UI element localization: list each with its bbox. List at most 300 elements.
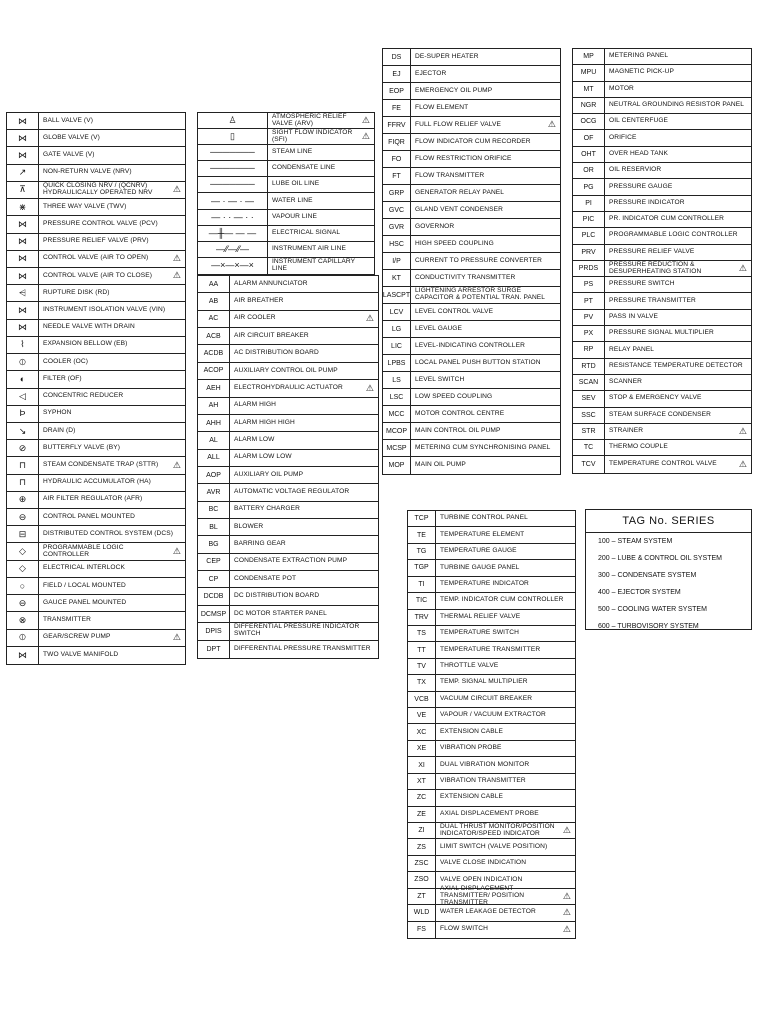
- abbreviation-row: [408, 610, 575, 626]
- abbreviation-row: [573, 130, 751, 146]
- legend-label-text: GEAR/SCREW PUMP: [43, 633, 111, 641]
- abbreviation-description-text: WATER LEAKAGE DETECTOR: [440, 908, 536, 916]
- abbreviation-row: [573, 342, 751, 358]
- abbreviation-description-text: DIFFERENTIAL PRESSURE INDICATOR SWITCH: [234, 623, 360, 638]
- abbreviation-row: [383, 321, 560, 338]
- abbreviation-description: [230, 489, 378, 496]
- abbreviation-description-text: METERING CUM SYNCHRONISING PANEL: [415, 443, 551, 451]
- abbreviation-description: [436, 886, 575, 907]
- abbreviation-row: [198, 519, 378, 536]
- abbreviation-description-text: TEMPERATURE ELEMENT: [440, 530, 525, 538]
- abbreviation-row: [408, 823, 575, 839]
- tag-series-item: 200 – LUBE & CONTROL OIL SYSTEM: [598, 555, 722, 562]
- legend-label-text: LUBE OIL LINE: [272, 180, 320, 188]
- abbreviation-description: [436, 663, 575, 670]
- abbreviation-row: [383, 440, 560, 457]
- abbreviation-row: [383, 219, 560, 236]
- legend-row: [7, 578, 185, 595]
- warning-triangle-icon: ⚠: [172, 184, 181, 195]
- abbreviation-code: PV: [573, 310, 605, 325]
- abbreviation-description: [605, 167, 751, 174]
- abbreviation-description: [411, 207, 560, 214]
- abbreviation-code: AL: [198, 432, 230, 448]
- abbreviation-row: [198, 328, 378, 345]
- abbreviation-row: [408, 774, 575, 790]
- abbreviation-code: CP: [198, 571, 230, 587]
- abbreviation-description-text: FLOW TRANSMITTER: [415, 171, 485, 179]
- legend-label-text: INSTRUMENT CAPILLARY LINE: [272, 257, 355, 272]
- abbreviation-code: FO: [383, 151, 411, 167]
- warning-triangle-icon: ⚠: [172, 459, 181, 470]
- abbreviation-description: [230, 437, 378, 444]
- warning-triangle-icon: ⚠: [172, 253, 181, 264]
- abbreviation-description: [411, 224, 560, 231]
- legend-label-text: EXPANSION BELLOW (EB): [43, 340, 128, 348]
- abbreviation-code: MP: [573, 49, 605, 64]
- abbreviation-row: [573, 228, 751, 244]
- legend-label: [39, 496, 185, 503]
- abbreviation-description: [230, 541, 378, 548]
- abbreviation-code: FS: [408, 922, 436, 938]
- abbreviation-description: [436, 630, 575, 637]
- abbreviation-description: [605, 314, 751, 321]
- legend-row: [198, 129, 374, 145]
- warning-triangle-icon: ⚠: [172, 631, 181, 642]
- abbreviation-table-b: [382, 48, 561, 475]
- legend-row: [198, 145, 374, 161]
- legend-label: [39, 324, 185, 331]
- abbreviation-code: PRDS: [573, 261, 605, 276]
- abbreviation-code: OCG: [573, 114, 605, 129]
- abbreviation-description: [436, 729, 575, 736]
- quick-closing-nrv-icon: ⊼: [7, 182, 39, 198]
- abbreviation-description: [605, 298, 751, 305]
- legend-row: [7, 647, 185, 664]
- abbreviation-code: I/P: [383, 253, 411, 269]
- abbreviation-row: [408, 922, 575, 938]
- abbreviation-description-text: PRESSURE INDICATOR: [609, 198, 685, 206]
- instrument-air-icon: —⁄⁄—⁄⁄—: [198, 242, 268, 257]
- abbreviation-description: [411, 139, 560, 146]
- capillary-line-icon: —×—×—×: [198, 258, 268, 274]
- abbreviation-row: [408, 593, 575, 609]
- abbreviation-description: [436, 581, 575, 588]
- legend-label: [39, 238, 185, 245]
- abbreviation-row: [408, 577, 575, 593]
- abbreviation-description-text: AIR CIRCUIT BREAKER: [234, 331, 309, 339]
- abbreviation-code: TC: [573, 440, 605, 455]
- legend-row: [7, 251, 185, 268]
- abbreviation-row: [198, 432, 378, 449]
- abbreviation-description: [411, 326, 560, 333]
- abbreviation-description: [605, 444, 751, 451]
- abbreviation-description: [436, 762, 575, 769]
- abbreviation-description-text: AUXILIARY OIL PUMP: [234, 470, 304, 478]
- legend-label: [268, 130, 374, 144]
- control-valve-open-icon: ⋈: [7, 251, 39, 267]
- abbreviation-description: [411, 190, 560, 197]
- abbreviation-code: DCMSP: [198, 606, 230, 622]
- legend-row: [198, 193, 374, 209]
- legend-row: [7, 509, 185, 526]
- abbreviation-code: PX: [573, 326, 605, 341]
- abbreviation-description: [230, 646, 378, 653]
- abbreviation-code: PS: [573, 277, 605, 292]
- abbreviation-description-text: CONDUCTIVITY TRANSMITTER: [415, 273, 516, 281]
- legend-label-text: ATMOSPHERIC RELIEF VALVE (ARV): [272, 112, 347, 127]
- concentric-reducer-icon: ◁: [7, 389, 39, 405]
- abbreviation-description-text: PRESSURE TRANSMITTER: [609, 296, 696, 304]
- abbreviation-code: BC: [198, 502, 230, 518]
- abbreviation-description-text: LOCAL PANEL PUSH BUTTON STATION: [415, 358, 541, 366]
- abbreviation-code: TGP: [408, 560, 436, 575]
- relief-valve-icon: ♙: [198, 113, 268, 128]
- abbreviation-row: [573, 147, 751, 163]
- abbreviation-description: [230, 402, 378, 409]
- abbreviation-description: [605, 53, 751, 60]
- legend-label: [268, 246, 374, 253]
- legend-row: [7, 612, 185, 629]
- abbreviation-description-text: CURRENT TO PRESSURE CONVERTER: [415, 256, 542, 264]
- warning-triangle-icon: ⚠: [365, 313, 374, 324]
- abbreviation-description: [230, 368, 378, 375]
- abbreviation-description-text: PR. INDICATOR CUM CONTROLLER: [609, 215, 725, 223]
- legend-label-text: RUPTURE DISK (RD): [43, 288, 110, 296]
- abbreviation-row: [573, 408, 751, 424]
- abbreviation-code: PLC: [573, 228, 605, 243]
- abbreviation-code: FFRV: [383, 117, 411, 133]
- legend-label-text: GATE VALVE (V): [43, 151, 95, 159]
- three-way-valve-icon: ⋇: [7, 199, 39, 215]
- abbreviation-description-text: STEAM SURFACE CONDENSER: [609, 410, 711, 418]
- abbreviation-row: [408, 692, 575, 708]
- pressure-control-valve-icon: ⋈: [7, 216, 39, 232]
- legend-row: [198, 226, 374, 242]
- abbreviation-row: [198, 415, 378, 432]
- symbol-legend-table: [6, 112, 186, 665]
- legend-label-text: DRAIN (D): [43, 426, 76, 434]
- abbreviation-row: [383, 66, 560, 83]
- abbreviation-description: [411, 88, 560, 95]
- abbreviation-description-text: TEMP. INDICATOR CUM CONTROLLER: [440, 596, 564, 604]
- legend-label-text: QUICK CLOSING NRV / (QCNRV) HYDRAULICALLY OPERATED NRV: [43, 182, 153, 196]
- abbreviation-description-text: ALARM HIGH HIGH: [234, 418, 295, 426]
- dcs-icon: ⊟: [7, 526, 39, 542]
- legend-label-text: ELECTRICAL SIGNAL: [272, 228, 341, 236]
- abbreviation-description: [411, 309, 560, 316]
- abbreviation-row: [408, 790, 575, 806]
- abbreviation-description: [230, 576, 378, 583]
- legend-row: [7, 216, 185, 233]
- abbreviation-row: [573, 196, 751, 212]
- legend-label: [39, 428, 185, 435]
- tag-series-item: 300 – CONDENSATE SYSTEM: [598, 572, 697, 579]
- sight-flow-icon: ▯: [198, 129, 268, 144]
- abbreviation-code: VCB: [408, 692, 436, 707]
- abbreviation-description: [411, 105, 560, 112]
- abbreviation-description-text: LEVEL GAUGE: [415, 324, 463, 332]
- abbreviation-row: [408, 527, 575, 543]
- abbreviation-description-text: SCANNER: [609, 378, 642, 386]
- abbreviation-row: [383, 236, 560, 253]
- abbreviation-description-text: ORIFICE: [609, 133, 637, 141]
- abbreviation-code: LIC: [383, 338, 411, 354]
- abbreviation-description-text: STOP & EMERGENCY VALVE: [609, 394, 702, 402]
- abbreviation-description-text: EXTENSION CABLE: [440, 793, 504, 801]
- legend-label: [39, 531, 185, 538]
- abbreviation-row: [198, 276, 378, 293]
- control-panel-icon: ⊖: [7, 509, 39, 525]
- abbreviation-code: GVR: [383, 219, 411, 235]
- condensate-line-icon: ───────: [198, 161, 268, 176]
- abbreviation-code: AB: [198, 293, 230, 309]
- abbreviation-row: [198, 398, 378, 415]
- abbreviation-description-text: TEMPERATURE CONTROL VALVE: [609, 460, 717, 468]
- abbreviation-row: [573, 212, 751, 228]
- legend-row: [7, 561, 185, 578]
- abbreviation-description: [230, 314, 378, 323]
- abbreviation-row: [573, 326, 751, 342]
- abbreviation-row: [383, 338, 560, 355]
- warning-triangle-icon: ⚠: [562, 825, 571, 835]
- abbreviation-row: [573, 440, 751, 456]
- abbreviation-description-text: AUTOMATIC VOLTAGE REGULATOR: [234, 488, 350, 496]
- warning-triangle-icon: ⚠: [361, 114, 370, 125]
- abbreviation-row: [408, 757, 575, 773]
- abbreviation-code: LASCPT: [383, 287, 411, 303]
- legend-row: [7, 234, 185, 251]
- tag-series-table: [585, 509, 752, 630]
- steam-trap-icon: ⊓: [7, 457, 39, 473]
- tag-series-item: 400 – EJECTOR SYSTEM: [598, 589, 681, 596]
- abbreviation-description-text: DUAL VIBRATION MONITOR: [440, 760, 530, 768]
- abbreviation-description-text: ALARM LOW: [234, 435, 275, 443]
- legend-label: [39, 583, 185, 590]
- abbreviation-code: AH: [198, 398, 230, 414]
- abbreviation-description-text: MOTOR CONTROL CENTRE: [415, 409, 505, 417]
- non-return-valve-icon: ↗: [7, 165, 39, 181]
- legend-label: [268, 198, 374, 205]
- abbreviation-row: [383, 100, 560, 117]
- abbreviation-description-text: LIGHTENING ARRESTOR SURGE CAPACITOR & POTENTIAL TRAN. PANEL: [415, 287, 546, 301]
- tag-series-item: 500 – COOLING WATER SYSTEM: [598, 606, 707, 613]
- abbreviation-description-text: THERMO COUPLE: [609, 443, 668, 451]
- globe-valve-icon: ⋈: [7, 130, 39, 146]
- warning-triangle-icon: ⚠: [172, 545, 181, 556]
- abbreviation-description: [411, 360, 560, 367]
- abbreviation-description-text: EJECTOR: [415, 69, 447, 77]
- abbreviation-code: ACDB: [198, 345, 230, 361]
- abbreviation-row: [383, 134, 560, 151]
- abbreviation-description-text: CONDENSATE EXTRACTION PUMP: [234, 557, 348, 565]
- abbreviation-row: [198, 380, 378, 397]
- abbreviation-description: [411, 258, 560, 265]
- legend-label-text: CONCENTRIC REDUCER: [43, 392, 124, 400]
- legend-row: [7, 199, 185, 216]
- abbreviation-code: AOP: [198, 467, 230, 483]
- abbreviation-description: [605, 379, 751, 386]
- legend-label-text: FILTER (OF): [43, 374, 82, 382]
- abbreviation-description: [436, 824, 575, 838]
- abbreviation-row: [408, 885, 575, 906]
- abbreviation-description-text: AUXILIARY CONTROL OIL PUMP: [234, 366, 338, 374]
- abbreviation-code: KT: [383, 270, 411, 286]
- abbreviation-code: ALL: [198, 450, 230, 466]
- abbreviation-description: [230, 611, 378, 618]
- abbreviation-code: HSC: [383, 236, 411, 252]
- warning-triangle-icon: ⚠: [361, 130, 370, 141]
- abbreviation-code: AEH: [198, 380, 230, 396]
- abbreviation-description: [436, 712, 575, 719]
- abbreviation-description-text: PROGRAMMABLE LOGIC CONTROLLER: [609, 231, 738, 239]
- abbreviation-description: [436, 844, 575, 851]
- abbreviation-code: TT: [408, 642, 436, 657]
- abbreviation-description: [436, 811, 575, 818]
- abbreviation-code: LS: [383, 372, 411, 388]
- abbreviation-row: [573, 424, 751, 440]
- abbreviation-description-text: TEMPERATURE GAUGE: [440, 547, 517, 555]
- abbreviation-description: [605, 412, 751, 419]
- drain-icon: ↘: [7, 423, 39, 439]
- abbreviation-code: TX: [408, 675, 436, 690]
- gear-pump-icon: ⦶: [7, 630, 39, 646]
- abbreviation-table-a: [197, 275, 379, 659]
- abbreviation-code: PIC: [573, 212, 605, 227]
- legend-row: [198, 258, 374, 274]
- legend-label: [268, 165, 374, 172]
- abbreviation-code: PRV: [573, 245, 605, 260]
- abbreviation-code: PT: [573, 293, 605, 308]
- legend-label: [39, 135, 185, 142]
- warning-triangle-icon: ⚠: [365, 382, 374, 393]
- abbreviation-code: DPT: [198, 641, 230, 658]
- abbreviation-row: [408, 741, 575, 757]
- abbreviation-code: SCAN: [573, 375, 605, 390]
- abbreviation-code: FE: [383, 100, 411, 116]
- abbreviation-description: [411, 428, 560, 435]
- abbreviation-code: TCV: [573, 456, 605, 472]
- abbreviation-description: [605, 249, 751, 256]
- abbreviation-description-text: BATTERY CHARGER: [234, 505, 300, 513]
- abbreviation-code: EJ: [383, 66, 411, 82]
- abbreviation-code: BL: [198, 519, 230, 535]
- abbreviation-row: [198, 536, 378, 553]
- abbreviation-code: XI: [408, 757, 436, 772]
- legend-row: [7, 302, 185, 319]
- legend-label-text: NEEDLE VALVE WITH DRAIN: [43, 323, 135, 331]
- legend-label-text: STEAM CONDENSATE TRAP (STTR): [43, 461, 159, 469]
- abbreviation-description: [605, 395, 751, 402]
- abbreviation-description: [605, 427, 751, 436]
- abbreviation-row: [383, 423, 560, 440]
- abbreviation-description: [411, 394, 560, 401]
- legend-label: [39, 479, 185, 486]
- abbreviation-code: TI: [408, 577, 436, 592]
- abbreviation-description: [605, 151, 751, 158]
- legend-label: [39, 393, 185, 400]
- abbreviation-code: ZSC: [408, 856, 436, 871]
- abbreviation-description: [605, 460, 751, 469]
- abbreviation-code: ZC: [408, 790, 436, 805]
- abbreviation-row: [383, 168, 560, 185]
- abbreviation-row: [383, 406, 560, 423]
- abbreviation-row: [573, 277, 751, 293]
- abbreviation-description: [230, 506, 378, 513]
- abbreviation-code: ZE: [408, 807, 436, 822]
- legend-row: [7, 113, 185, 130]
- abbreviation-row: [383, 457, 560, 474]
- abbreviation-description-text: PRESSURE RELIEF VALVE: [609, 247, 695, 255]
- abbreviation-row: [573, 310, 751, 326]
- abbreviation-code: BG: [198, 536, 230, 552]
- abbreviation-code: SSC: [573, 408, 605, 423]
- abbreviation-code: WLD: [408, 905, 436, 920]
- abbreviation-description: [605, 363, 751, 370]
- abbreviation-row: [573, 65, 751, 81]
- abbreviation-row: [383, 185, 560, 202]
- legend-label-text: CONTROL VALVE (AIR TO OPEN): [43, 254, 149, 262]
- abbreviation-description: [605, 135, 751, 142]
- abbreviation-description: [436, 565, 575, 572]
- abbreviation-description: [436, 908, 575, 917]
- abbreviation-description-text: PASS IN VALVE: [609, 312, 658, 320]
- abbreviation-description: [230, 350, 378, 357]
- legend-row: [7, 320, 185, 337]
- legend-label: [39, 461, 185, 470]
- abbreviation-code: LSC: [383, 389, 411, 405]
- legend-label-text: CONTROL PANEL MOUNTED: [43, 512, 135, 520]
- abbreviation-code: AHH: [198, 415, 230, 431]
- legend-label: [39, 410, 185, 417]
- ball-valve-icon: ⋈: [7, 113, 39, 129]
- abbreviation-row: [573, 114, 751, 130]
- abbreviation-description-text: FLOW RESTRICTION ORIFICE: [415, 154, 512, 162]
- abbreviation-row: [573, 163, 751, 179]
- abbreviation-row: [198, 467, 378, 484]
- syphon-icon: Ϸ: [7, 406, 39, 422]
- abbreviation-description: [230, 454, 378, 461]
- abbreviation-description-text: BARRING GEAR: [234, 540, 286, 548]
- legend-label-text: SYPHON: [43, 409, 72, 417]
- legend-label: [268, 230, 374, 237]
- abbreviation-description: [411, 71, 560, 78]
- abbreviation-code: LCV: [383, 304, 411, 320]
- abbreviation-description-text: GENERATOR RELAY PANEL: [415, 188, 505, 196]
- legend-row: [7, 337, 185, 354]
- warning-triangle-icon: ⚠: [562, 890, 571, 901]
- abbreviation-code: ZI: [408, 823, 436, 838]
- legend-label: [39, 514, 185, 521]
- abbreviation-description-text: RELAY PANEL: [609, 345, 655, 353]
- abbreviation-description: [411, 411, 560, 418]
- abbreviation-row: [383, 83, 560, 100]
- transmitter-icon: ⊗: [7, 612, 39, 628]
- legend-row: [198, 161, 374, 177]
- abbreviation-code: OHT: [573, 147, 605, 162]
- abbreviation-row: [198, 293, 378, 310]
- abbreviation-description-text: EMERGENCY OIL PUMP: [415, 86, 493, 94]
- abbreviation-description: [230, 384, 378, 393]
- abbreviation-row: [408, 905, 575, 921]
- abbreviation-row: [383, 253, 560, 270]
- abbreviation-description-text: OIL RESERVIOR: [609, 166, 662, 174]
- abbreviation-description: [605, 281, 751, 288]
- legend-label: [39, 652, 185, 659]
- abbreviation-description: [230, 624, 378, 638]
- abbreviation-description: [436, 860, 575, 867]
- abbreviation-row: [198, 484, 378, 501]
- legend-row: [198, 113, 374, 129]
